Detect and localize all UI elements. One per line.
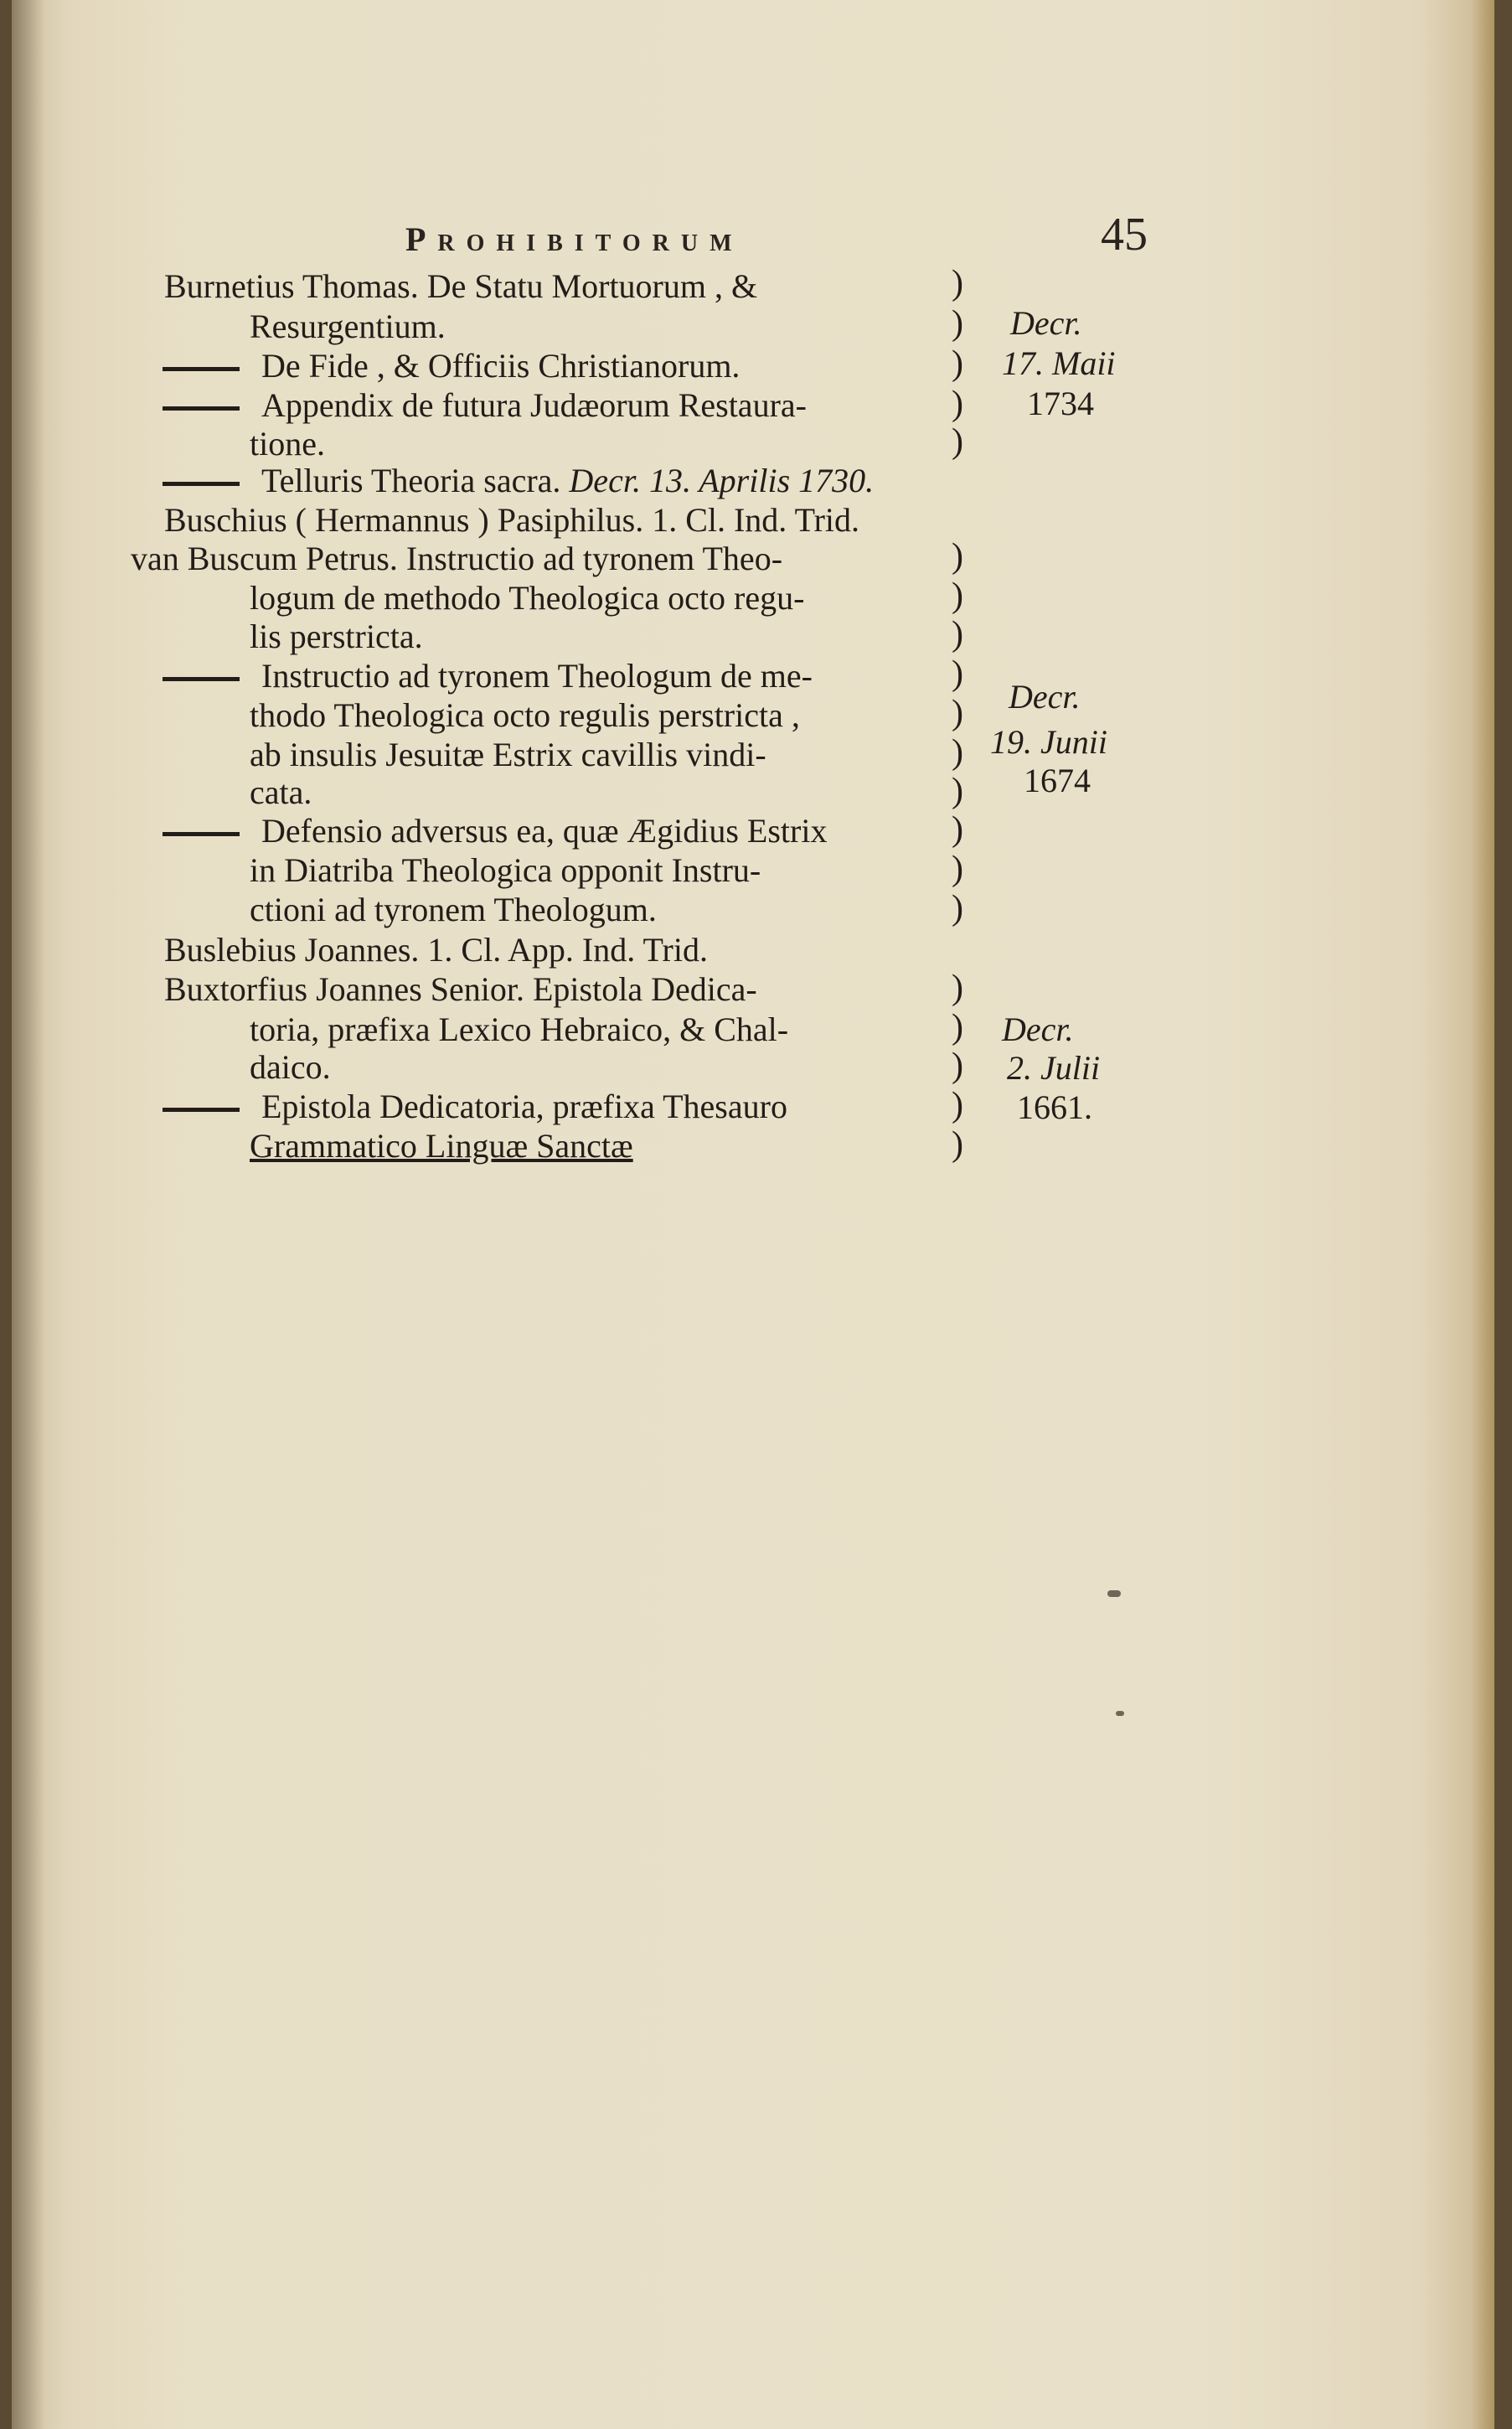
bracket: ) <box>952 694 963 732</box>
entry-line: Resurgentium. <box>250 308 446 345</box>
page-edge <box>1471 0 1494 2429</box>
decree-label: Decr. <box>1002 1010 1074 1048</box>
page-number: 45 <box>1101 209 1148 261</box>
entry-line: in Diatriba Theologica opponit Instru- <box>250 851 761 889</box>
repeat-dash <box>163 406 240 411</box>
bracket: ) <box>952 889 963 928</box>
ink-spot <box>1116 1711 1124 1716</box>
repeat-dash <box>163 832 240 836</box>
ink-spot <box>1107 1590 1121 1597</box>
bracket: ) <box>952 1047 963 1085</box>
entry-line: logum de methodo Theologica octo regu- <box>250 579 805 617</box>
repeat-dash <box>163 367 240 371</box>
bracket: ) <box>952 264 963 302</box>
entry-line: cata. <box>250 773 312 811</box>
entry-line: Buxtorfius Joannes Senior. Epistola Dedica- <box>164 970 757 1008</box>
decree-label: Decr. <box>1010 304 1082 342</box>
entry-line-sub <box>163 346 740 385</box>
running-title: Prohibitorum <box>405 220 744 258</box>
entry-line: lis perstricta. <box>250 618 423 655</box>
bracket: ) <box>952 1086 963 1124</box>
bracket: ) <box>952 344 963 383</box>
entry-line: daico. <box>250 1048 331 1086</box>
entry-line: ctioni ad tyronem Theologum. <box>250 891 657 928</box>
entry-line: ab insulis Jesuitæ Estrix cavillis vindi- <box>250 736 766 773</box>
bracket: ) <box>952 422 963 461</box>
entry-text: Instructio ad tyronem Theologum de me- <box>261 657 813 695</box>
decree-year: 1674 <box>1024 762 1091 799</box>
repeat-dash <box>163 1108 240 1112</box>
entry-line: Burnetius Thomas. De Statu Mortuorum , & <box>164 267 758 305</box>
entry-text: De Fide , & Officiis Christianorum. <box>261 347 741 385</box>
bracket: ) <box>952 654 963 693</box>
bracket: ) <box>952 385 963 423</box>
entry-line: Buslebius Joannes. 1. Cl. App. Ind. Trid. <box>164 931 708 969</box>
entry-line: tione. <box>250 425 325 463</box>
entry-line-sub <box>163 811 827 850</box>
bracket: ) <box>952 537 963 576</box>
decree-day: 2. Julii <box>1007 1049 1101 1087</box>
entry-line: Grammatico Linguæ Sanctæ <box>250 1127 633 1165</box>
decree-year: 1661. <box>1017 1088 1092 1126</box>
entry-line: Buschius ( Hermannus ) Pasiphilus. 1. Cl. Ind. Trid. <box>164 501 860 539</box>
bracket: ) <box>952 733 963 772</box>
bracket: ) <box>952 850 963 888</box>
gutter-shadow <box>12 0 45 2429</box>
bracket: ) <box>952 576 963 615</box>
entry-line: toria, præfixa Lexico Hebraico, & Chal- <box>250 1010 789 1048</box>
entry-line: van Buscum Petrus. Instructio ad tyronem Theo- <box>131 540 783 577</box>
entry-line: thodo Theologica octo regulis perstricta , <box>250 696 800 734</box>
entry-text: Appendix de futura Judæorum Restaura- <box>261 386 807 424</box>
repeat-dash <box>163 482 240 486</box>
bracket: ) <box>952 615 963 654</box>
entry-line-sub <box>163 656 813 695</box>
decree-label: Decr. <box>1009 678 1081 716</box>
entry-text: Epistola Dedicatoria, præfixa Thesauro <box>261 1088 787 1125</box>
decree-year: 1734 <box>1027 385 1094 422</box>
decree-day: 17. Maii <box>1002 344 1116 382</box>
entry-line-sub <box>163 1087 787 1126</box>
repeat-dash <box>163 677 240 681</box>
entry-text: Defensio adversus ea, quæ Ægidius Estrix <box>261 812 828 850</box>
book-page <box>12 0 1494 2429</box>
entry-date: Decr. 13. Aprilis 1730. <box>569 462 875 499</box>
bracket: ) <box>952 969 963 1007</box>
bracket: ) <box>952 1008 963 1047</box>
entry-text: Telluris Theoria sacra. <box>261 462 561 499</box>
entry-line-sub <box>163 461 874 500</box>
entry-line-sub <box>163 385 807 425</box>
decree-day: 19. Junii <box>990 723 1107 761</box>
bracket: ) <box>952 304 963 343</box>
bracket: ) <box>952 772 963 810</box>
bracket: ) <box>952 810 963 849</box>
bracket: ) <box>952 1125 963 1164</box>
